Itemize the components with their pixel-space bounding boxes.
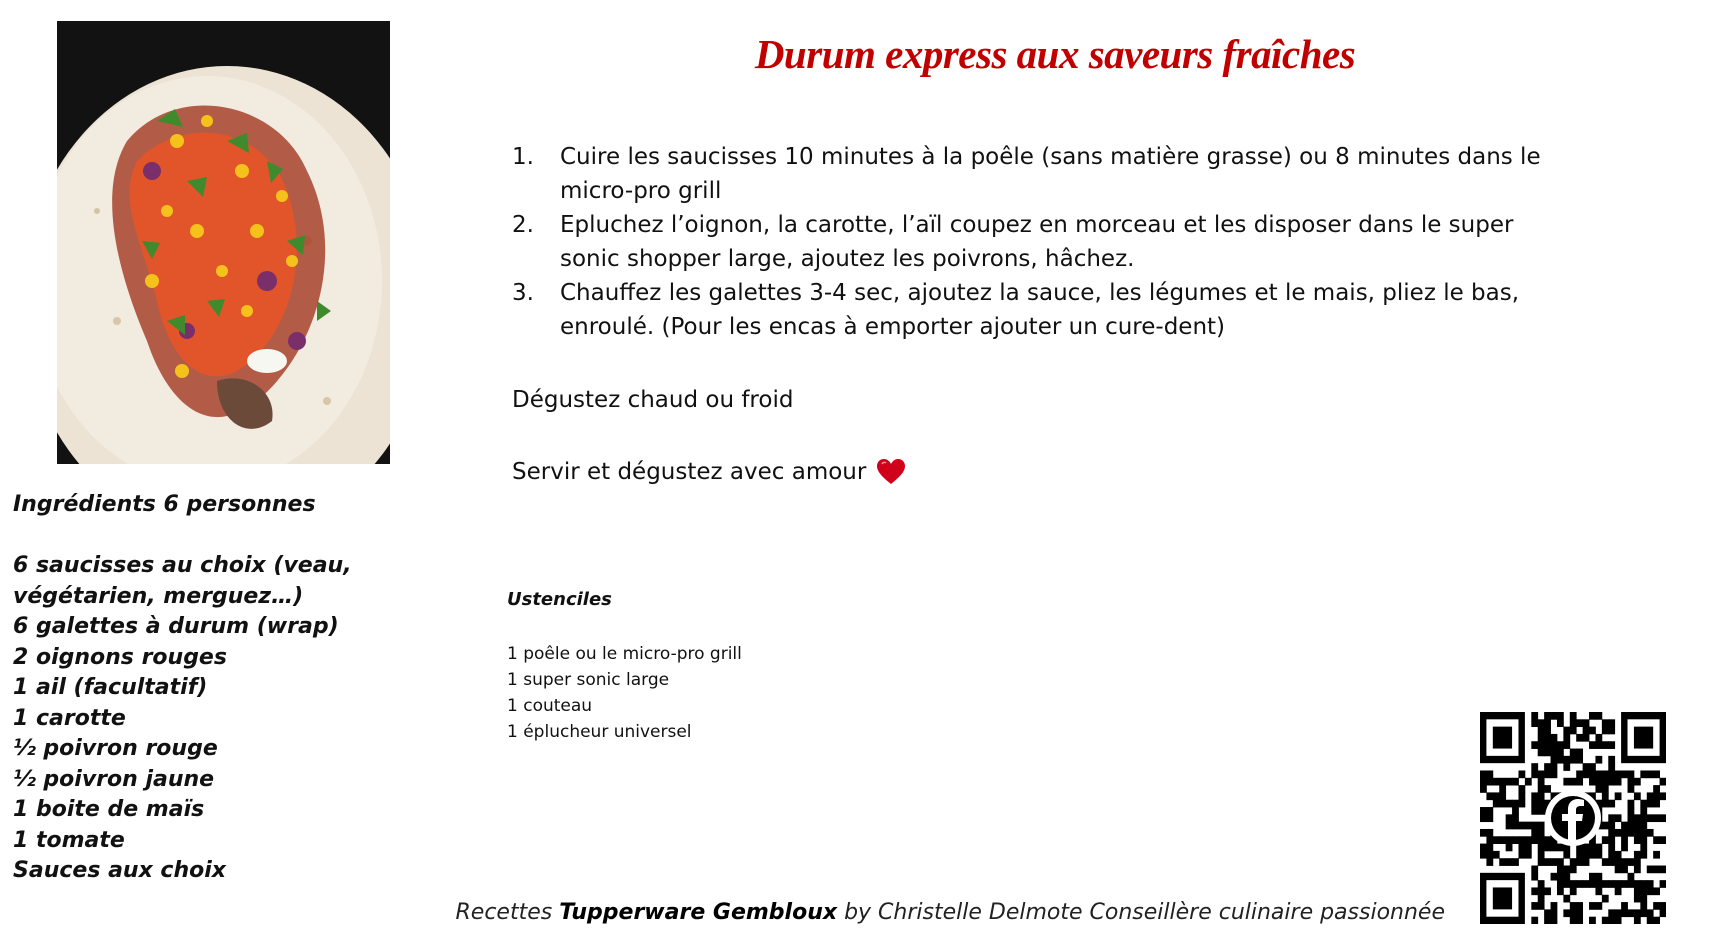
ingredient-item: ½ poivron rouge: [13, 736, 218, 761]
ingredient-item: 1 ail (facultatif): [13, 675, 208, 700]
step-number: 1.: [512, 144, 534, 170]
ingredient-item: 6 saucisses au choix (veau, végétarien, merguez…): [13, 553, 352, 609]
ingredient-item: 1 carotte: [13, 705, 126, 731]
ingredient-item: ½ poivron jaune: [13, 766, 215, 792]
ingredient-item: Sauces aux choix: [13, 858, 226, 883]
heart-icon: [876, 458, 906, 486]
serve-note-line: [512, 458, 906, 486]
footer-brand: Tupperware Gembloux: [559, 900, 838, 925]
ingredient-item: 2 oignons rouges: [13, 644, 227, 670]
utensil-item: 1 super sonic large: [507, 670, 670, 690]
serve-note: Servir et dégustez avec amour: [512, 459, 867, 485]
footer-prefix: Recettes: [455, 900, 553, 925]
step-item: [512, 276, 1572, 344]
step-text: Epluchez l’oignon, la carotte, l’aïl coupez en morceau et les disposer dans le super sonic shopper large, ajoutez les poivrons, hâchez.: [560, 212, 1514, 272]
step-text: Chauffez les galettes 3-4 sec, ajoutez la sauce, les légumes et le mais, pliez le bas, enroulé. (Pour les encas à emporter ajouter un cure-dent): [560, 280, 1520, 340]
step-text: Cuire les saucisses 10 minutes à la poêle (sans matière grasse) ou 8 minutes dans le micro-pro grill: [560, 144, 1541, 204]
tasting-note: Dégustez chaud ou froid: [512, 387, 794, 413]
utensil-item: 1 couteau: [507, 696, 593, 716]
step-item: [512, 208, 1572, 276]
ingredient-item: 6 galettes à durum (wrap): [13, 614, 339, 639]
facebook-icon: [1551, 796, 1595, 840]
footer-suffix: by Christelle Delmote Conseillère culinaire passionnée: [844, 900, 1445, 925]
utensils-title: Ustenciles: [507, 589, 612, 610]
ingredient-item: 1 boite de maïs: [13, 797, 205, 822]
ingredient-item: 1 tomate: [13, 827, 125, 853]
recipe-photo: [57, 21, 390, 464]
qr-code-icon[interactable]: [1480, 712, 1666, 924]
step-item: [512, 140, 1572, 208]
step-number: 2.: [512, 212, 534, 238]
ingredients-list: [13, 551, 493, 887]
utensils-list: [507, 641, 742, 745]
recipe-title: Durum express aux saveurs fraîches: [754, 31, 1356, 77]
footer-credit: [380, 900, 1445, 925]
step-number: 3.: [512, 280, 534, 306]
ingredients-title: Ingrédients 6 personnes: [13, 492, 316, 517]
steps-list: [512, 140, 1572, 344]
utensil-item: 1 poêle ou le micro-pro grill: [507, 644, 742, 664]
utensil-item: 1 éplucheur universel: [507, 722, 692, 742]
